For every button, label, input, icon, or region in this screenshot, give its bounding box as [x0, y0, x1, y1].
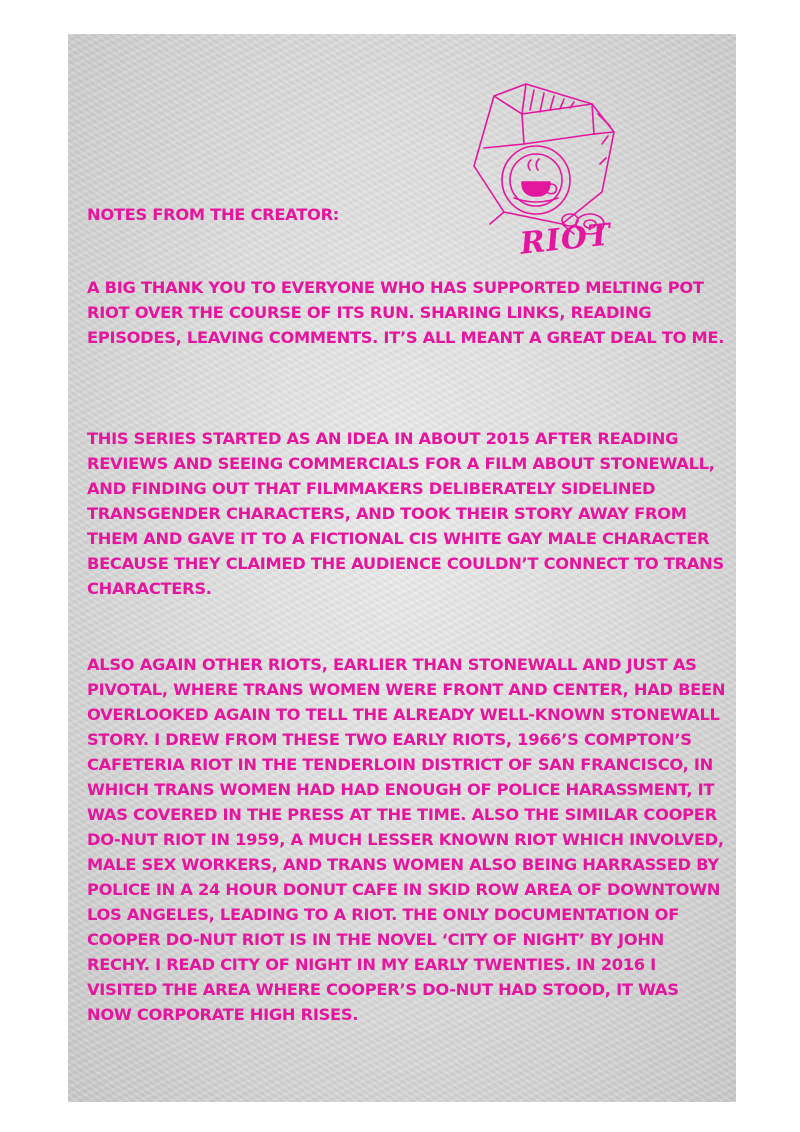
- notes-heading: NOTES FROM THE CREATOR:: [87, 205, 340, 224]
- paragraph-thank-you: A BIG THANK YOU TO EVERYONE WHO HAS SUPPORTED MELTING POT RIOT OVER THE COURSE OF ITS RUN. SHARING LINKS, READING EPISODES, LEAVING COMMENTS. IT’S ALL MEANT A GREAT DEAL TO ME.: [87, 278, 725, 347]
- riot-wordmark: RIOT: [518, 217, 614, 262]
- paragraph-other-riots: ALSO AGAIN OTHER RIOTS, EARLIER THAN STONEWALL AND JUST AS PIVOTAL, WHERE TRANS WOMEN WERE FRONT AND CENTER, HAD BEEN OVERLOOKED AGAIN TO TELL THE ALREADY WELL-KNOWN STONEWALL STORY. I DREW FROM THESE TWO EARLY RIOTS, 1966’S COMPTON’S CAFETERIA RIOT IN THE TENDERLOIN DISTRICT OF SAN FRANCISCO, IN WHICH TRANS WOMEN HAD HAD ENOUGH OF POLICE HARASSMENT, IT WAS COVERED IN THE PRESS AT THE TIME. ALSO THE SIMILAR COOPER DO-NUT RIOT IN 1959, A MUCH LESSER KNOWN RIOT WHICH INVOLVED, MALE SEX WORKERS, AND TRANS WOMEN ALSO BEING HARRASSED BY POLICE IN A 24 HOUR DONUT CAFE IN SKID ROW AREA OF DOWNTOWN LOS ANGELES, LEADING TO A RIOT. THE ONLY DOCUMENTATION OF COOPER DO-NUT RIOT IS IN THE NOVEL ‘CITY OF NIGHT’ BY JOHN RECHY. I READ CITY OF NIGHT IN MY EARLY TWENTIES. IN 2016 I VISITED THE AREA WHERE COOPER’S DO-NUT HAD STOOD, IT WAS NOW CORPORATE HIGH RISES.: [87, 655, 726, 1024]
- paper-page: [68, 34, 736, 1102]
- paragraph-series-origin: THIS SERIES STARTED AS AN IDEA IN ABOUT 2015 AFTER READING REVIEWS AND SEEING COMMERCIALS FOR A FILM ABOUT STONEWALL, AND FINDING OUT THAT FILMMAKERS DELIBERATELY SIDELINED TRANSGENDER CHARACTERS, AND TOOK THEIR STORY AWAY FROM THEM AND GAVE IT TO A FICTIONAL CIS WHITE GAY MALE CHARACTER BECAUSE THEY CLAIMED THE AUDIENCE COULDN’T CONNECT TO TRANS CHARACTERS.: [87, 429, 724, 598]
